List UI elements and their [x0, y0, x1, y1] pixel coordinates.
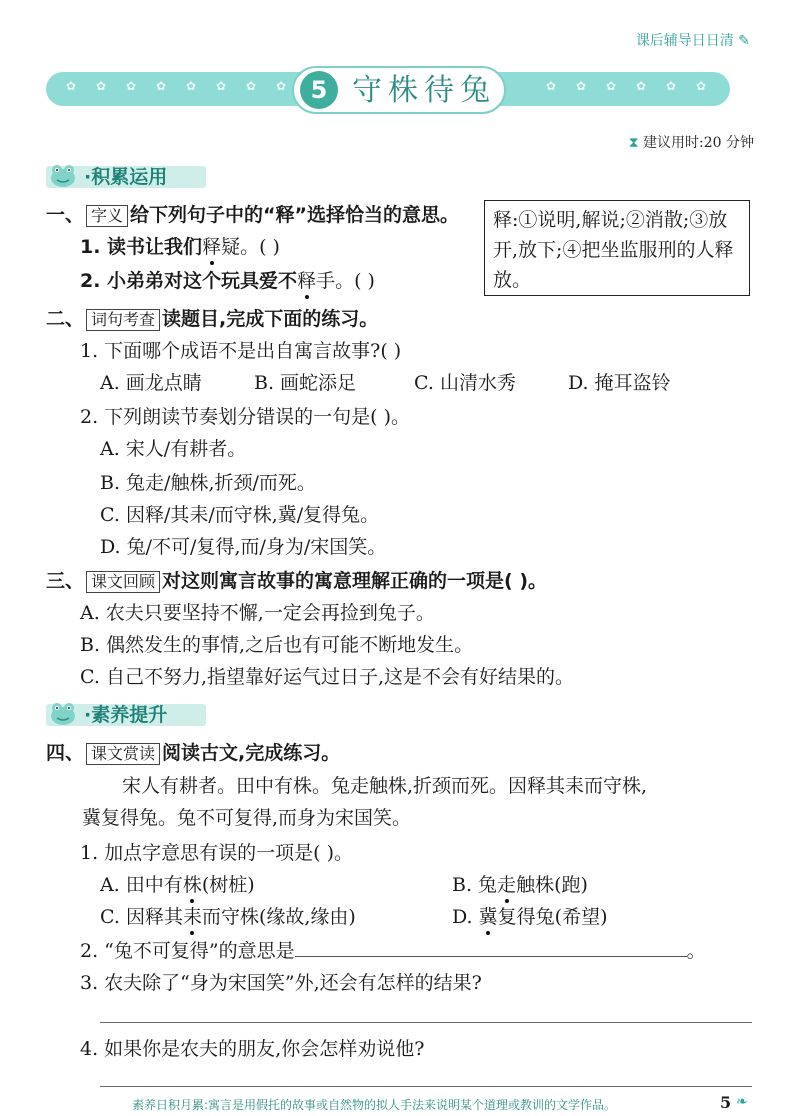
answer-line[interactable] [100, 1086, 752, 1087]
section-title: ·积累运用 [84, 166, 168, 188]
flower-ornament-icon: ✿ [186, 79, 197, 93]
flower-ornament-icon: ✿ [156, 79, 167, 93]
q2-sub2-option-b: B. 兔走/触株,折颈/而死。 [100, 472, 316, 494]
q2-sub2-option-d: D. 兔/不可/复得,而/身为/宋国笑。 [100, 536, 387, 558]
question-tag: 字义 [86, 205, 128, 227]
q1-item-2: 2. 小弟弟对这个玩具爱不释手。( ) [80, 270, 375, 292]
q1-item-1: 1. 读书让我们释疑。( ) [80, 236, 280, 258]
q3-option-c: C. 自己不努力,指望靠好运气过日子,这是不会有好结果的。 [80, 666, 575, 688]
flower-ornament-icon: ✿ [606, 79, 617, 93]
frog-mascot-icon [48, 698, 78, 728]
q4-sub1-option-a: A. 田中有株(树桩) [100, 874, 255, 896]
page-number: 5 [720, 1093, 732, 1112]
frog-mascot-icon [48, 160, 78, 190]
q4-sub1-option-d: D. 冀复得兔(希望) [452, 906, 608, 928]
question-tag: 课文赏读 [86, 743, 160, 765]
answer-line[interactable] [100, 1022, 752, 1023]
flower-ornament-icon: ✿ [666, 79, 677, 93]
section-accumulate [46, 160, 246, 190]
flower-ornament-icon: ✿ [546, 79, 557, 93]
suggested-time [629, 132, 754, 152]
answer-blank[interactable] [295, 939, 687, 957]
q4-sub-4: 4. 如果你是农夫的朋友,你会怎样劝说他? [80, 1038, 425, 1060]
question-3: 三、 课文回顾 对这则寓言故事的寓意理解正确的一项是( )。 [46, 570, 548, 592]
question-1: 一、 字义 给下列句子中的“释”选择恰当的意思。 [46, 204, 460, 226]
question-tag: 课文回顾 [86, 571, 160, 593]
passage-line-1: 宋人有耕者。田中有株。兔走触株,折颈而死。因释其耒而守株, [122, 775, 648, 797]
hourglass-icon: ⧗ [628, 135, 639, 151]
lesson-number: 5 [300, 71, 338, 109]
q4-sub1-option-c: C. 因释其耒而守株(缘故,缘由) [100, 906, 356, 928]
q2-sub2-option-c: C. 因释/其耒/而守株,冀/复得兔。 [100, 504, 380, 526]
flower-ornament-icon: ✿ [96, 79, 107, 93]
q4-sub-3: 3. 农夫除了“身为宋国笑”外,还会有怎样的结果? [80, 972, 482, 994]
leaf-icon: ❧ [736, 1094, 748, 1110]
q3-option-b: B. 偶然发生的事情,之后也有可能不断地发生。 [80, 634, 474, 656]
footer-tip: 素养日积月累:寓言是用假托的故事或自然物的拟人手法来说明某个道理或教训的文学作品。 [132, 1098, 617, 1112]
flower-ornament-icon: ✿ [216, 79, 227, 93]
section-title: ·素养提升 [84, 704, 168, 726]
section-improve [46, 698, 246, 728]
q2-sub2-option-a: A. 宋人/有耕者。 [100, 438, 247, 460]
lesson-title: 守株待兔 [352, 73, 496, 108]
question-4: 四、 课文赏读 阅读古文,完成练习。 [46, 742, 341, 764]
passage-line-2: 冀复得兔。兔不可复得,而身为宋国笑。 [82, 807, 412, 829]
flower-ornament-icon: ✿ [66, 79, 77, 93]
flower-ornament-icon: ✿ [636, 79, 647, 93]
flower-ornament-icon: ✿ [126, 79, 137, 93]
q2-sub-1: 1. 下面哪个成语不是出自寓言故事?( ) [80, 340, 402, 362]
q4-sub-1: 1. 加点字意思有误的一项是( )。 [80, 842, 354, 864]
q4-sub-2: 2. “兔不可复得”的意思是 。 [80, 940, 706, 962]
flower-ornament-icon: ✿ [576, 79, 587, 93]
suggested-time-text: 建议用时:20 分钟 [643, 135, 754, 151]
flower-ornament-icon: ✿ [276, 79, 287, 93]
question-tag: 词句考查 [86, 309, 160, 331]
flower-ornament-icon: ✿ [246, 79, 257, 93]
q4-sub1-option-b: B. 兔走触株(跑) [452, 874, 588, 896]
q3-option-a: A. 农夫只要坚持不懈,一定会再捡到兔子。 [80, 602, 435, 624]
definition-box: 释:①说明,解说;②消散;③放开,放下;④把坐监服刑的人释放。 [484, 200, 750, 296]
book-series-title: 课后辅导日日清 ✎ [635, 33, 750, 49]
q2-sub-2: 2. 下列朗读节奏划分错误的一句是( )。 [80, 406, 411, 428]
flower-ornament-icon: ✿ [696, 79, 707, 93]
question-2: 二、 词句考查 读题目,完成下面的练习。 [46, 308, 379, 330]
